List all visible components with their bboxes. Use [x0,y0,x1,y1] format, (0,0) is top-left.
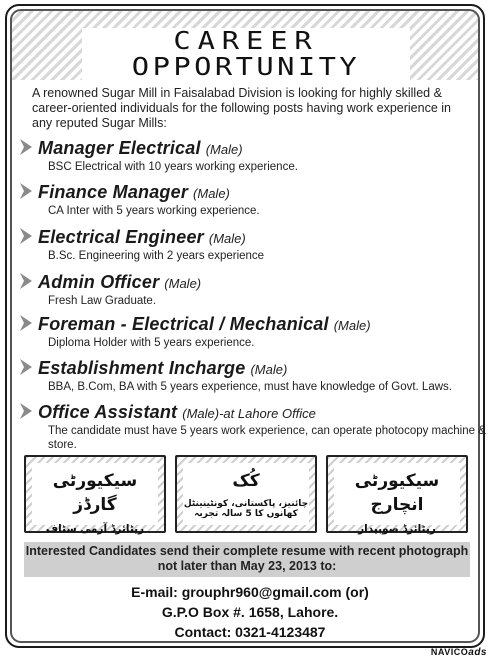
contact-block [60,582,440,642]
post-title: Finance Manager [38,182,189,202]
urdu-box-title: سیکیورٹی گارڈز [52,471,138,515]
post-requirements: BSC Electrical with 10 years working experience. [48,161,298,173]
post-item [18,400,488,452]
post-item [18,270,488,308]
post-item [18,225,488,263]
post-gender-note: (Male)-at Lahore Office [182,406,316,421]
urdu-box-cook [175,455,317,533]
chevron-right-icon [18,358,34,376]
phone-line: Contact: 0321-4123487 [174,624,326,640]
title-box [82,28,410,84]
title-line-2: OPPORTUNITY [131,52,361,81]
post-requirements: Diploma Holder with 5 years experience. [48,337,255,349]
post-requirements: The candidate must have 5 years work experience, can operate photocopy machine & store. [48,425,486,451]
post-title: Manager Electrical [38,138,201,158]
agency-suffix: ads [468,647,487,658]
post-title: Office Assistant [38,402,178,422]
intro-text: A renowned Sugar Mill in Faisalabad Division is looking for highly skilled & career-oriented individuals for the following posts having work experience in any reputed Sugar Mills: [32,86,451,130]
deadline-date: May 23, 2013 [240,559,317,573]
post-gender-note: (Male) [164,276,202,291]
urdu-boxes-row [24,455,468,535]
apply-instructions [24,542,470,577]
post-gender-note: (Male) [333,318,371,333]
post-title: Admin Officer [38,272,160,292]
urdu-box-title: سیکیورٹی انچارج [354,471,440,515]
urdu-box-security-guards [24,455,166,533]
urdu-box-subtitle: چائنیز، پاکستانی، کونٹینینٹل کھانوں کا 5 سالہ تجربہ [183,499,309,519]
title-line-1: CAREER [173,26,319,55]
po-box-line: G.P.O Box #. 1658, Lahore. [161,604,339,620]
post-gender-note: (Male) [208,231,246,246]
post-gender-note: (Male) [250,362,288,377]
post-requirements: BBA, B.Com, BA with 5 years experience, must have knowledge of Govt. Laws. [48,381,452,393]
urdu-box-subtitle: ریٹائرڈ آرمی سٹاف [45,523,145,535]
chevron-right-icon [18,138,34,156]
chevron-right-icon [18,272,34,290]
agency-name: NAVICO [430,647,469,657]
post-gender-note: (Male) [193,186,230,201]
chevron-right-icon [18,402,34,420]
urdu-box-subtitle: ریٹائرڈ صوبیدار [358,523,436,535]
post-item [18,312,488,350]
post-requirements: B.Sc. Engineering with 2 years experience [48,250,265,262]
post-title: Electrical Engineer [38,227,204,247]
urdu-box-title: کُک [232,471,260,491]
chevron-right-icon [18,227,34,245]
post-title: Establishment Incharge [38,358,246,378]
post-title: Foreman - Electrical / Mechanical [38,314,329,334]
post-item [18,180,488,218]
email-line: E-mail: grouphr960@gmail.com (or) [131,584,369,600]
agency-logo [431,647,487,658]
apply-text-after: to: [320,559,337,573]
urdu-box-security-incharge [326,455,468,533]
post-requirements: Fresh Law Graduate. [48,295,157,307]
chevron-right-icon [18,182,34,200]
post-requirements: CA Inter with 5 years working experience. [48,205,260,217]
post-item [18,136,488,174]
post-gender-note: (Male) [205,142,243,157]
chevron-right-icon [18,314,34,332]
apply-text-before: Interested Candidates send their complete resume with recent photograph not later than [25,544,469,573]
post-item [18,356,488,394]
